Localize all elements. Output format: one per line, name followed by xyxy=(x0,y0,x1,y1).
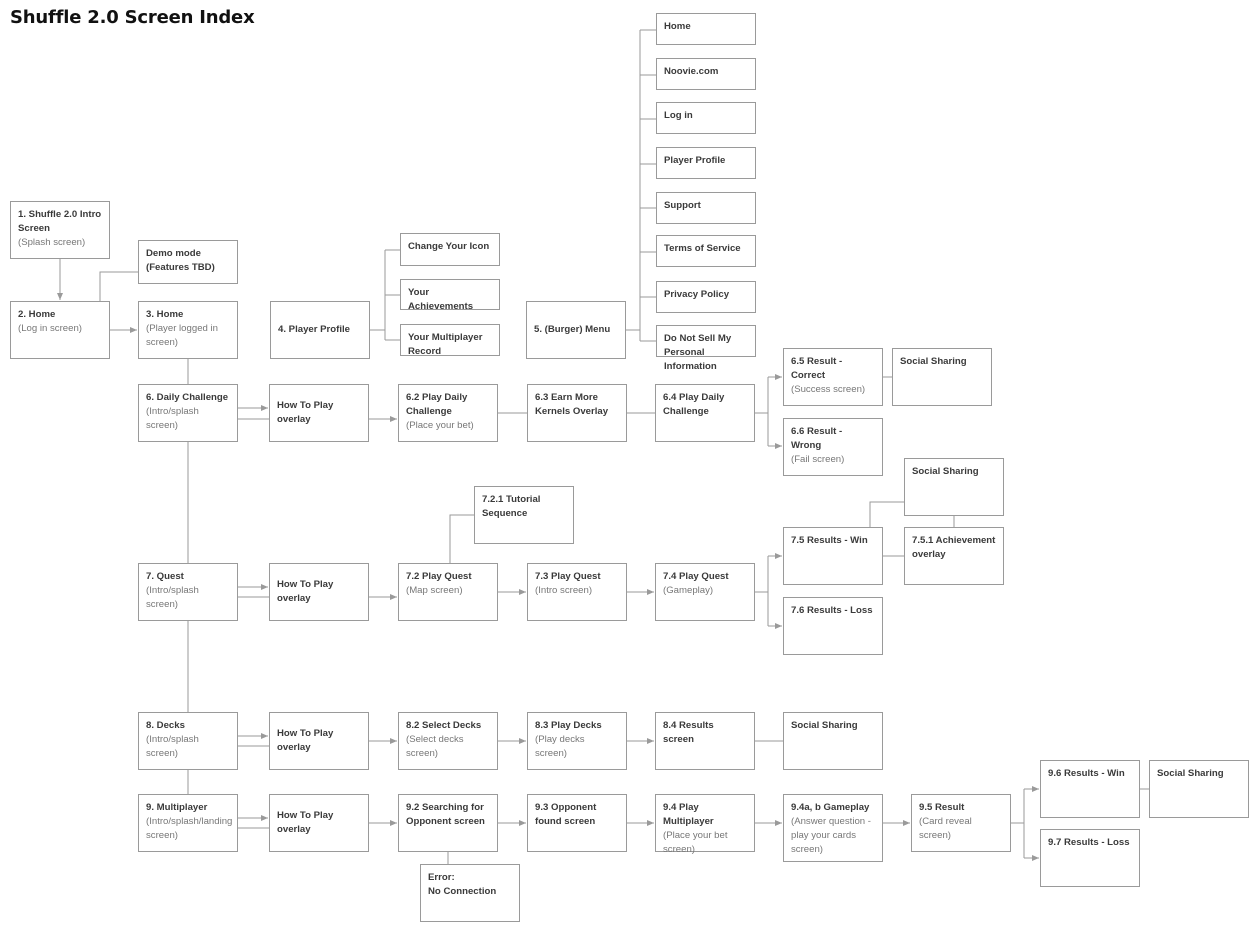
node-title: 5. (Burger) Menu xyxy=(534,324,611,335)
node-title: 9.3 Opponent found screen xyxy=(535,802,597,827)
screen-node-7-6-results-loss xyxy=(783,597,883,655)
node-title: Change Your Icon xyxy=(408,241,490,252)
node-subtitle: (Log in screen) xyxy=(18,323,82,334)
screen-node-social-sharing xyxy=(904,458,1004,516)
screen-node-8-3-play-decks xyxy=(527,712,627,770)
node-title: 4. Player Profile xyxy=(278,324,350,335)
node-title: 7.5.1 Achievement overlay xyxy=(912,535,996,560)
node-subtitle: (Play decks screen) xyxy=(535,734,585,759)
screen-node-how-to-play-overlay xyxy=(269,563,369,621)
node-subtitle: (Splash screen) xyxy=(18,237,86,248)
node-title: 6. Daily Challenge xyxy=(146,392,229,403)
screen-node-6-daily-challenge xyxy=(138,384,238,442)
node-subtitle: (Place your bet) xyxy=(406,420,474,431)
screen-node-4-player-profile xyxy=(270,301,370,359)
node-title: Privacy Policy xyxy=(664,289,730,300)
node-title: How To Play overlay xyxy=(277,728,334,753)
node-title: Support xyxy=(664,200,701,211)
screen-node-7-4-play-quest xyxy=(655,563,755,621)
node-title: 8.3 Play Decks xyxy=(535,720,602,731)
node-subtitle: (Player logged in screen) xyxy=(146,323,218,348)
node-subtitle: (Intro screen) xyxy=(535,585,593,596)
node-title: 8. Decks xyxy=(146,720,185,731)
node-subtitle: (Map screen) xyxy=(406,585,463,596)
screen-node-your-achievements xyxy=(400,279,500,310)
node-title: 6.2 Play Daily Challenge xyxy=(406,392,468,417)
screen-node-8-4-results-screen xyxy=(655,712,755,770)
node-subtitle: (Intro/splash screen) xyxy=(146,734,199,759)
node-title: 9.6 Results - Win xyxy=(1048,768,1125,779)
node-title: Social Sharing xyxy=(912,466,979,477)
node-title: Do Not Sell My Personal Information xyxy=(664,333,732,372)
screen-node-change-your-icon xyxy=(400,233,500,266)
node-title: 8.2 Select Decks xyxy=(406,720,482,731)
screen-node-6-2-play-daily-challenge xyxy=(398,384,498,442)
node-title: How To Play overlay xyxy=(277,400,334,425)
page-title: Shuffle 2.0 Screen Index xyxy=(10,7,255,28)
screen-node-8-decks xyxy=(138,712,238,770)
node-title: Noovie.com xyxy=(664,66,719,77)
screen-node-your-multiplayer-record xyxy=(400,324,500,356)
screen-node-3-home xyxy=(138,301,238,359)
connector-line xyxy=(870,502,904,527)
node-title: 7.4 Play Quest xyxy=(663,571,729,582)
node-title: 8.4 Results screen xyxy=(663,720,714,745)
node-subtitle: (Place your bet screen) xyxy=(663,830,728,855)
node-title: 7. Quest xyxy=(146,571,184,582)
node-title: Social Sharing xyxy=(900,356,967,367)
screen-node-7-2-play-quest xyxy=(398,563,498,621)
node-title: 7.6 Results - Loss xyxy=(791,605,873,616)
node-title: How To Play overlay xyxy=(277,579,334,604)
screen-node-how-to-play-overlay xyxy=(269,794,369,852)
screen-node-6-4-play-daily-challenge xyxy=(655,384,755,442)
node-title: 6.6 Result - Wrong xyxy=(791,426,843,451)
node-title: Error: No Connection xyxy=(428,872,497,897)
screen-node-2-home xyxy=(10,301,110,359)
screen-node-7-3-play-quest xyxy=(527,563,627,621)
node-title: 9.2 Searching for Opponent screen xyxy=(406,802,485,827)
node-title: Social Sharing xyxy=(1157,768,1224,779)
screen-node-noovie-com xyxy=(656,58,756,90)
screen-node-6-3-earn-more-kernels-overlay xyxy=(527,384,627,442)
screen-node-9-multiplayer xyxy=(138,794,238,852)
node-title: Log in xyxy=(664,110,693,121)
node-title: How To Play overlay xyxy=(277,810,334,835)
screen-node-8-2-select-decks xyxy=(398,712,498,770)
node-title: 6.3 Earn More Kernels Overlay xyxy=(535,392,609,417)
screen-node-log-in xyxy=(656,102,756,134)
screen-node-9-4a-b-gameplay xyxy=(783,794,883,862)
node-title: 7.5 Results - Win xyxy=(791,535,868,546)
node-title: 6.4 Play Daily Challenge xyxy=(663,392,725,417)
screen-node-how-to-play-overlay xyxy=(269,712,369,770)
screen-node-6-5-result-correct xyxy=(783,348,883,406)
node-title: 7.3 Play Quest xyxy=(535,571,601,582)
node-subtitle: (Intro/splash screen) xyxy=(146,406,199,431)
screen-node-1-shuffle-2-0-intro-screen xyxy=(10,201,110,259)
node-title: 1. Shuffle 2.0 Intro Screen xyxy=(18,209,102,234)
node-title: 9.7 Results - Loss xyxy=(1048,837,1130,848)
node-subtitle: (Card reveal screen) xyxy=(919,816,972,841)
node-title: 9. Multiplayer xyxy=(146,802,208,813)
screen-node-social-sharing xyxy=(892,348,992,406)
node-title: Terms of Service xyxy=(664,243,741,254)
screen-node-9-4-play-multiplayer xyxy=(655,794,755,855)
screen-node-9-2-searching-for-opponent-screen xyxy=(398,794,498,852)
connector-line xyxy=(450,515,474,563)
screen-node-do-not-sell-my-personal-information xyxy=(656,325,756,372)
node-title: 9.4 Play Multiplayer xyxy=(663,802,714,827)
screen-node-social-sharing xyxy=(783,712,883,770)
screen-node-9-6-results-win xyxy=(1040,760,1140,818)
node-title: Your Achievements xyxy=(408,287,474,312)
screen-node-9-3-opponent-found-screen xyxy=(527,794,627,852)
screen-node-privacy-policy xyxy=(656,281,756,313)
screen-node-home xyxy=(656,13,756,45)
node-subtitle: (Fail screen) xyxy=(791,454,845,465)
node-subtitle: (Intro/splash/landing screen) xyxy=(146,816,233,841)
node-title: Home xyxy=(664,21,691,32)
screen-node-9-7-results-loss xyxy=(1040,829,1140,887)
node-title: Demo mode (Features TBD) xyxy=(146,248,215,273)
screen-node-support xyxy=(656,192,756,224)
node-title: 9.5 Result xyxy=(919,802,965,813)
screen-node-7-5-results-win xyxy=(783,527,883,585)
node-title: 2. Home xyxy=(18,309,56,320)
node-subtitle: (Answer question - play your cards screen) xyxy=(791,816,871,855)
screen-node-error-no-connection xyxy=(420,864,520,922)
screen-node-demo-mode-features-tbd xyxy=(138,240,238,284)
node-title: 7.2.1 Tutorial Sequence xyxy=(482,494,541,519)
connector-line xyxy=(100,272,138,301)
screen-node-terms-of-service xyxy=(656,235,756,267)
screen-node-6-6-result-wrong xyxy=(783,418,883,476)
node-subtitle: (Success screen) xyxy=(791,384,866,395)
node-subtitle: (Select decks screen) xyxy=(406,734,464,759)
node-title: 3. Home xyxy=(146,309,184,320)
node-subtitle: (Intro/splash screen) xyxy=(146,585,199,610)
node-title: Social Sharing xyxy=(791,720,858,731)
node-title: Player Profile xyxy=(664,155,726,166)
node-title: 6.5 Result - Correct xyxy=(791,356,843,381)
screen-node-social-sharing xyxy=(1149,760,1249,818)
node-title: 9.4a, b Gameplay xyxy=(791,802,870,813)
node-title: Your Multiplayer Record xyxy=(408,332,483,357)
screen-node-7-2-1-tutorial-sequence xyxy=(474,486,574,544)
screen-node-player-profile xyxy=(656,147,756,179)
screen-node-how-to-play-overlay xyxy=(269,384,369,442)
screen-node-9-5-result xyxy=(911,794,1011,852)
screen-node-7-quest xyxy=(138,563,238,621)
node-title: 7.2 Play Quest xyxy=(406,571,472,582)
screen-node-5-burger-menu xyxy=(526,301,626,359)
screen-node-7-5-1-achievement-overlay xyxy=(904,527,1004,585)
node-subtitle: (Gameplay) xyxy=(663,585,714,596)
